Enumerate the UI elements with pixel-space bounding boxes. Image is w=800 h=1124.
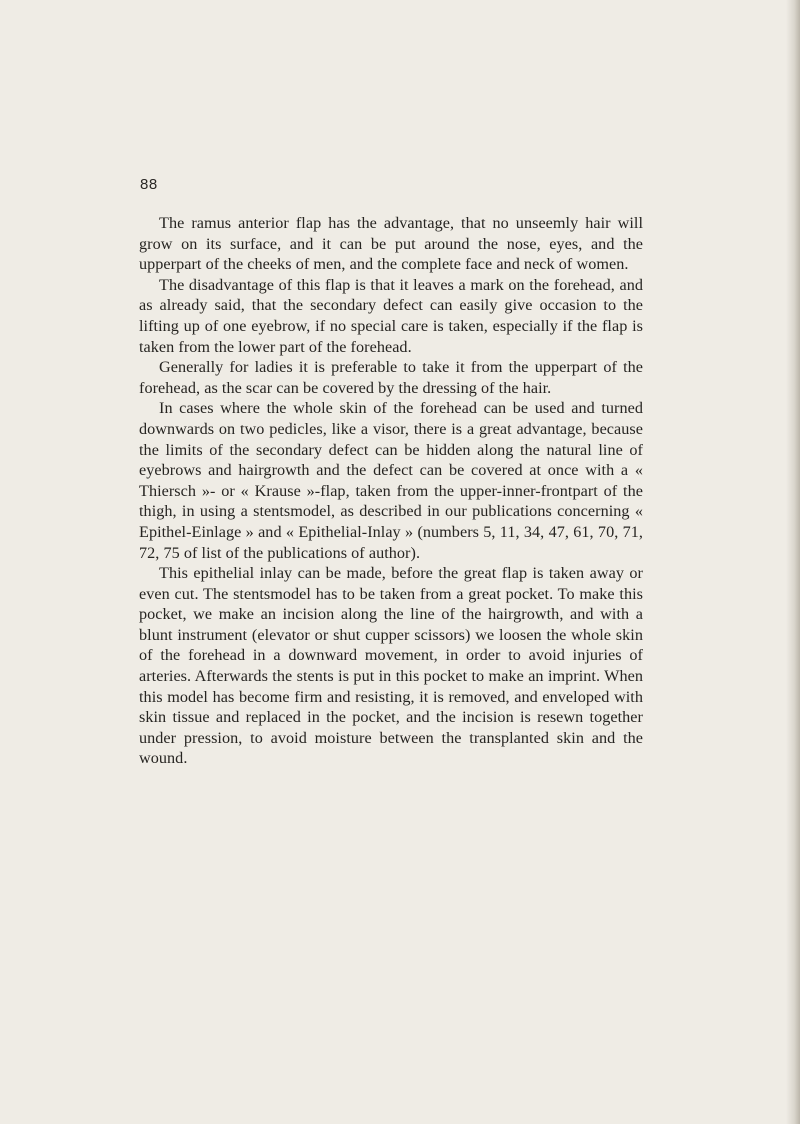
paragraph-disadvantage: The disadvantage of this flap is that it leaves a mark on the forehead, and as already said, that the secondary defect can easily give occasion to the lifting up of one eyebrow, if no special care is taken, especially if the flap is taken from the lower part of the forehead. <box>139 275 643 356</box>
paragraph-visor-flap: In cases where the whole skin of the forehead can be used and turned downwards on two pedicles, like a visor, there is a great advantage, because the limits of the secondary defect can be hidden along the natural line of eyebrows and hairgrowth and the defect can be covered at once with a « Thiersch »- or « Krause »-flap, taken from the upper-inner-frontpart of the thigh, in using a stentsmodel, as described in our publications concerning « Epithel-Einlage » and « Epithelial-Inlay » (numbers 5, 11, 34, 47, 61, 70, 71, 72, 75 of list of the publications of author). <box>139 399 643 562</box>
paragraph-ramus-advantage: The ramus anterior flap has the advantage, that no unseemly hair will grow on its surface, and it can be put around the nose, eyes, and the upperpart of the cheeks of men, and the complete face and neck of women. <box>139 214 643 274</box>
paragraph-epithelial-inlay: This epithelial inlay can be made, before the great flap is taken away or even cut. The stentsmodel has to be taken from a great pocket. To make this pocket, we make an incision along the line of the hairgrowth, and with a blunt instrument (elevator or shut cupper scissors) we loosen the whole skin of the forehead in a downward movement, in order to avoid injuries of arteries. Afterwards the stents is put in this pocket to make an imprint. When this model has become firm and resisting, it is removed, and enveloped with skin tissue and replaced in the pocket, and the incision is resewn together under pression, to avoid moisture between the transplanted skin and the wound. <box>139 564 643 768</box>
body-text <box>139 213 643 769</box>
paragraph-ladies: Generally for ladies it is preferable to take it from the upperpart of the forehead, as the scar can be covered by the dressing of the hair. <box>139 358 643 397</box>
page-number: 88 <box>140 176 158 193</box>
page-edge-shadow <box>786 0 800 1124</box>
